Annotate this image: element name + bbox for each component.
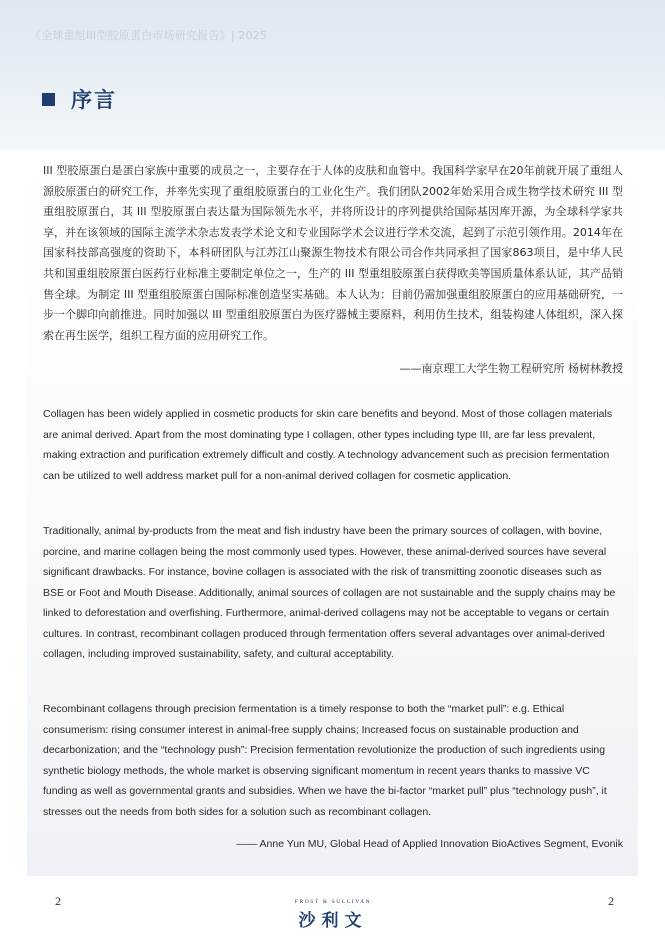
preface-zh-paragraph: III 型胶原蛋白是蛋白家族中重要的成员之一，主要存在于人体的皮肤和血管中。我国科学家早在20年前就开展了重组人源胶原蛋白的研究工作，并率先实现了重组胶原蛋白的工业化生产。我们团队2002年始采用合成生物学技术研究 III 型重组胶原蛋白，其 III 型胶原蛋白表达量为国际领先水平，并将所设计的序列提供给国际基因库开源，为全球科学家共享，并在该领域的国际主流学术杂志发表学术论文和专业国际学术会议进行学术交流，起到了示范引领作用。2014年在国家科技部高强度的资助下，本科研团队与江苏江山聚源生物技术有限公司合作共同承担了国家863项目，是中华人民共和国重组胶原蛋白医药行业标准主要制定单位之一，生产的 III 型重组胶原蛋白获得欧美等国质量体系认证，其产品销售全球。为制定 III 型重组胶原蛋白国际标准创造坚实基础。本人认为：目前仍需加强重组胶原蛋白的应用基础研究，一步一个脚印向前推进。同时加强以 III 型重组胶原蛋白为医疗器械主要原料，利用仿生技术，组装构建人体组织，深入探索在再生医学，组织工程方面的应用研究工作。: [43, 164, 623, 342]
page-number-right: 2: [608, 894, 614, 908]
section-title: [42, 84, 117, 114]
preface-en-paragraph-3: Recombinant collagens through precision fermentation is a timely response to both the “market pull”: e.g. Ethical consumerism: rising consumer interest in animal-free supply chains; Increased focus on sustainable production and decarbonization; and the “technology push”: Precision fermentation revolutionize the production of such ingredients using synthetic biology methods, the whole market is observing significant momentum in recent years thanks to massive VC funding as well as governmental grants and subsidies. When we have the bi-factor “market pull” plus “technology push”, it stresses out the needs from both sides for a solution such as recombinant collagen.: [43, 703, 607, 818]
preface-zh-signature: ——南京理工大学生物工程研究所 杨树林教授: [399, 362, 623, 375]
section-title-text: 序言: [71, 88, 117, 112]
preface-en-paragraph-2: Traditionally, animal by-products from the meat and fish industry have been the primary sources of collagen, with bovine, porcine, and marine collagen being the most commonly used types. However, these animal-derived sources have several significant drawbacks. For instance, bovine collagen is associated with the risk of transmitting zoonotic diseases such as BSE or Foot and Mouth Disease. Additionally, animal sources of collagen are not sustainable and the supply chains may be linked to deforestation and overfishing. Furthermore, animal-derived collagens may not be acceptable to vegans or certain cultures. In contrast, recombinant collagen produced through fermentation offers several advantages over animal-derived collagen, including improved sustainability, safety, and cultural acceptability.: [43, 525, 616, 660]
header-band: [0, 0, 665, 150]
page-number-left: 2: [55, 894, 61, 908]
frost-sullivan-logo: [281, 899, 385, 931]
logo-english-text: FROST & SULLIVAN: [294, 899, 372, 905]
preface-en-paragraph-1: Collagen has been widely applied in cosmetic products for skin care benefits and beyond. Most of those collagen materials are animal derived. Apart from the most dominating type I collagen, other types including type III, are far less prevalent, making extraction and purification extremely difficult and costly. A technology advancement such as precision fermentation can be utilized to well address market pull for a non-animal derived collagen for cosmetic application.: [43, 408, 613, 482]
logo-chinese-text: 沙利文: [298, 911, 368, 931]
report-header-title: 《全球重组III型胶原蛋白市场研究报告》| 2025: [30, 29, 268, 42]
preface-en-signature: —— Anne Yun MU, Global Head of Applied Innovation BioActives Segment, Evonik: [236, 838, 623, 850]
title-square-icon: [42, 93, 55, 106]
